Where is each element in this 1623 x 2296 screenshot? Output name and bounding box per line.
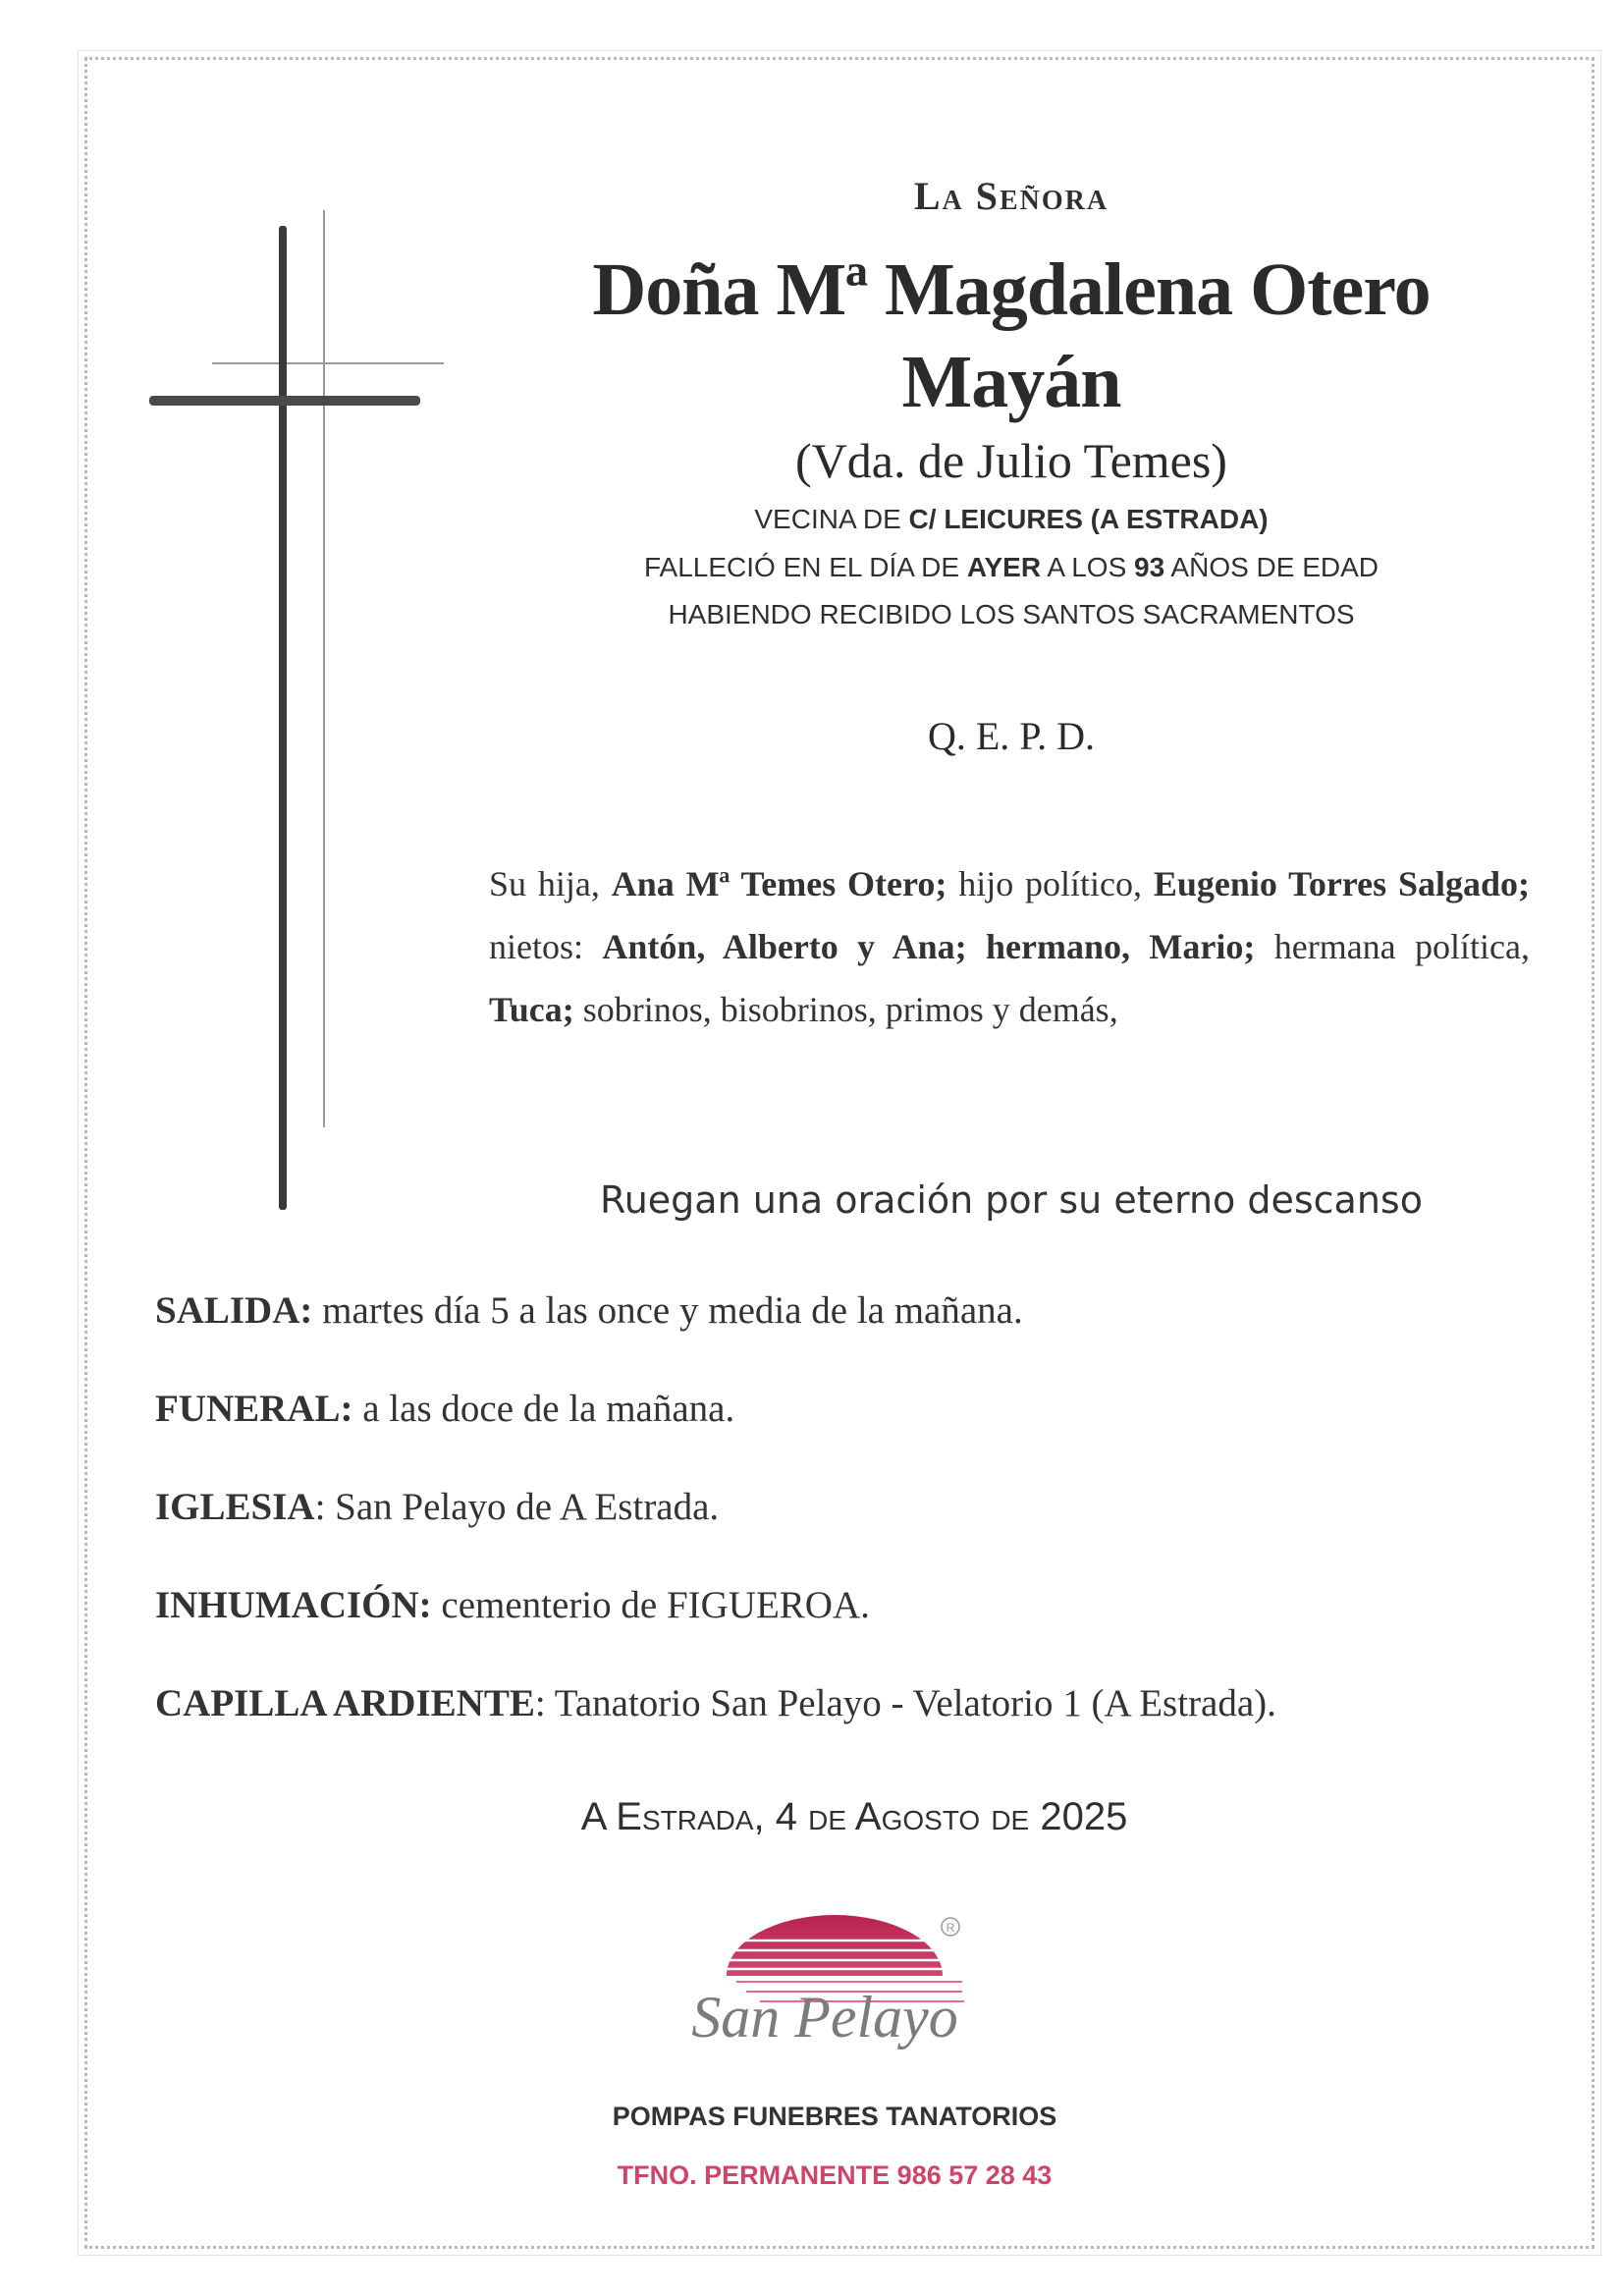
death-line <box>550 552 1473 583</box>
family-name: Tuca; <box>489 990 574 1029</box>
qepd: Q. E. P. D. <box>927 714 1096 758</box>
deceased-name-line2: Mayán <box>901 341 1121 423</box>
detail-label: CAPILLA ARDIENTE <box>155 1682 535 1724</box>
detail-value: a las doce de la mañana. <box>352 1388 735 1430</box>
deceased-name <box>520 244 1502 428</box>
detail-iglesia <box>155 1485 1549 1529</box>
prayer-line: Ruegan una oración por su eterno descanso <box>600 1178 1423 1222</box>
detail-capilla <box>155 1681 1549 1725</box>
family-text: hijo político, <box>947 864 1154 903</box>
phone-number: TFNO. PERMANENTE 986 57 28 43 <box>617 2160 1053 2190</box>
detail-label: INHUMACIÓN: <box>155 1584 432 1626</box>
company-name: POMPAS FUNEBRES TANATORIOS <box>612 2102 1057 2131</box>
family-paragraph <box>489 852 1530 1041</box>
san-pelayo-logo <box>677 1907 992 2084</box>
detail-inhumacion <box>155 1583 1549 1627</box>
registered-mark: R <box>946 1921 955 1935</box>
family-name: Antón, Alberto y Ana; hermano, Mario; <box>602 927 1256 966</box>
death-age: 93 <box>1134 552 1165 582</box>
cross-bar <box>149 396 420 406</box>
widow-of: (Vda. de Julio Temes) <box>795 433 1227 488</box>
family-text: nietos: <box>489 927 603 966</box>
family-text: sobrinos, bisobrinos, primos y demás, <box>573 990 1118 1029</box>
detail-value: cementerio de FIGUEROA. <box>431 1584 870 1626</box>
detail-label: IGLESIA <box>155 1486 315 1528</box>
detail-value: : Tanatorio San Pelayo - Velatorio 1 (A Estrada). <box>534 1682 1276 1724</box>
detail-value: martes día 5 a las once y media de la mañana. <box>312 1289 1023 1332</box>
detail-label: FUNERAL: <box>155 1388 353 1430</box>
date-line: A Estrada, 4 de Agosto de 2025 <box>580 1795 1128 1838</box>
cross-icon <box>279 226 287 1210</box>
family-name: Eugenio Torres Salgado; <box>1153 864 1530 903</box>
death-day: AYER <box>966 552 1042 582</box>
residence-address: C/ LEICURES (A ESTRADA) <box>908 504 1269 534</box>
deceased-name-line1: Doña Mª Magdalena Otero <box>592 248 1431 331</box>
detail-salida <box>155 1288 1549 1333</box>
detail-label: SALIDA: <box>155 1289 313 1332</box>
family-name: Ana Mª Temes Otero; <box>611 864 947 903</box>
sacraments-line: HABIENDO RECIBIDO LOS SANTOS SACRAMENTOS <box>668 599 1355 629</box>
logo-text: San Pelayo <box>691 1985 958 2050</box>
cross-shadow-vertical <box>323 210 325 1127</box>
detail-value: : San Pelayo de A Estrada. <box>314 1486 720 1528</box>
family-text: Su hija, <box>489 864 612 903</box>
cross-shadow-horizontal <box>212 362 444 364</box>
death-prefix: FALLECIÓ EN EL DÍA DE <box>643 552 967 582</box>
detail-funeral <box>155 1387 1549 1431</box>
death-mid: A LOS <box>1041 552 1135 582</box>
residence-prefix: VECINA DE <box>754 504 909 534</box>
page-heading: La Señora <box>913 174 1109 218</box>
residence-line <box>550 504 1473 535</box>
family-text: hermana política, <box>1255 927 1531 966</box>
death-suffix: AÑOS DE EDAD <box>1164 552 1380 582</box>
